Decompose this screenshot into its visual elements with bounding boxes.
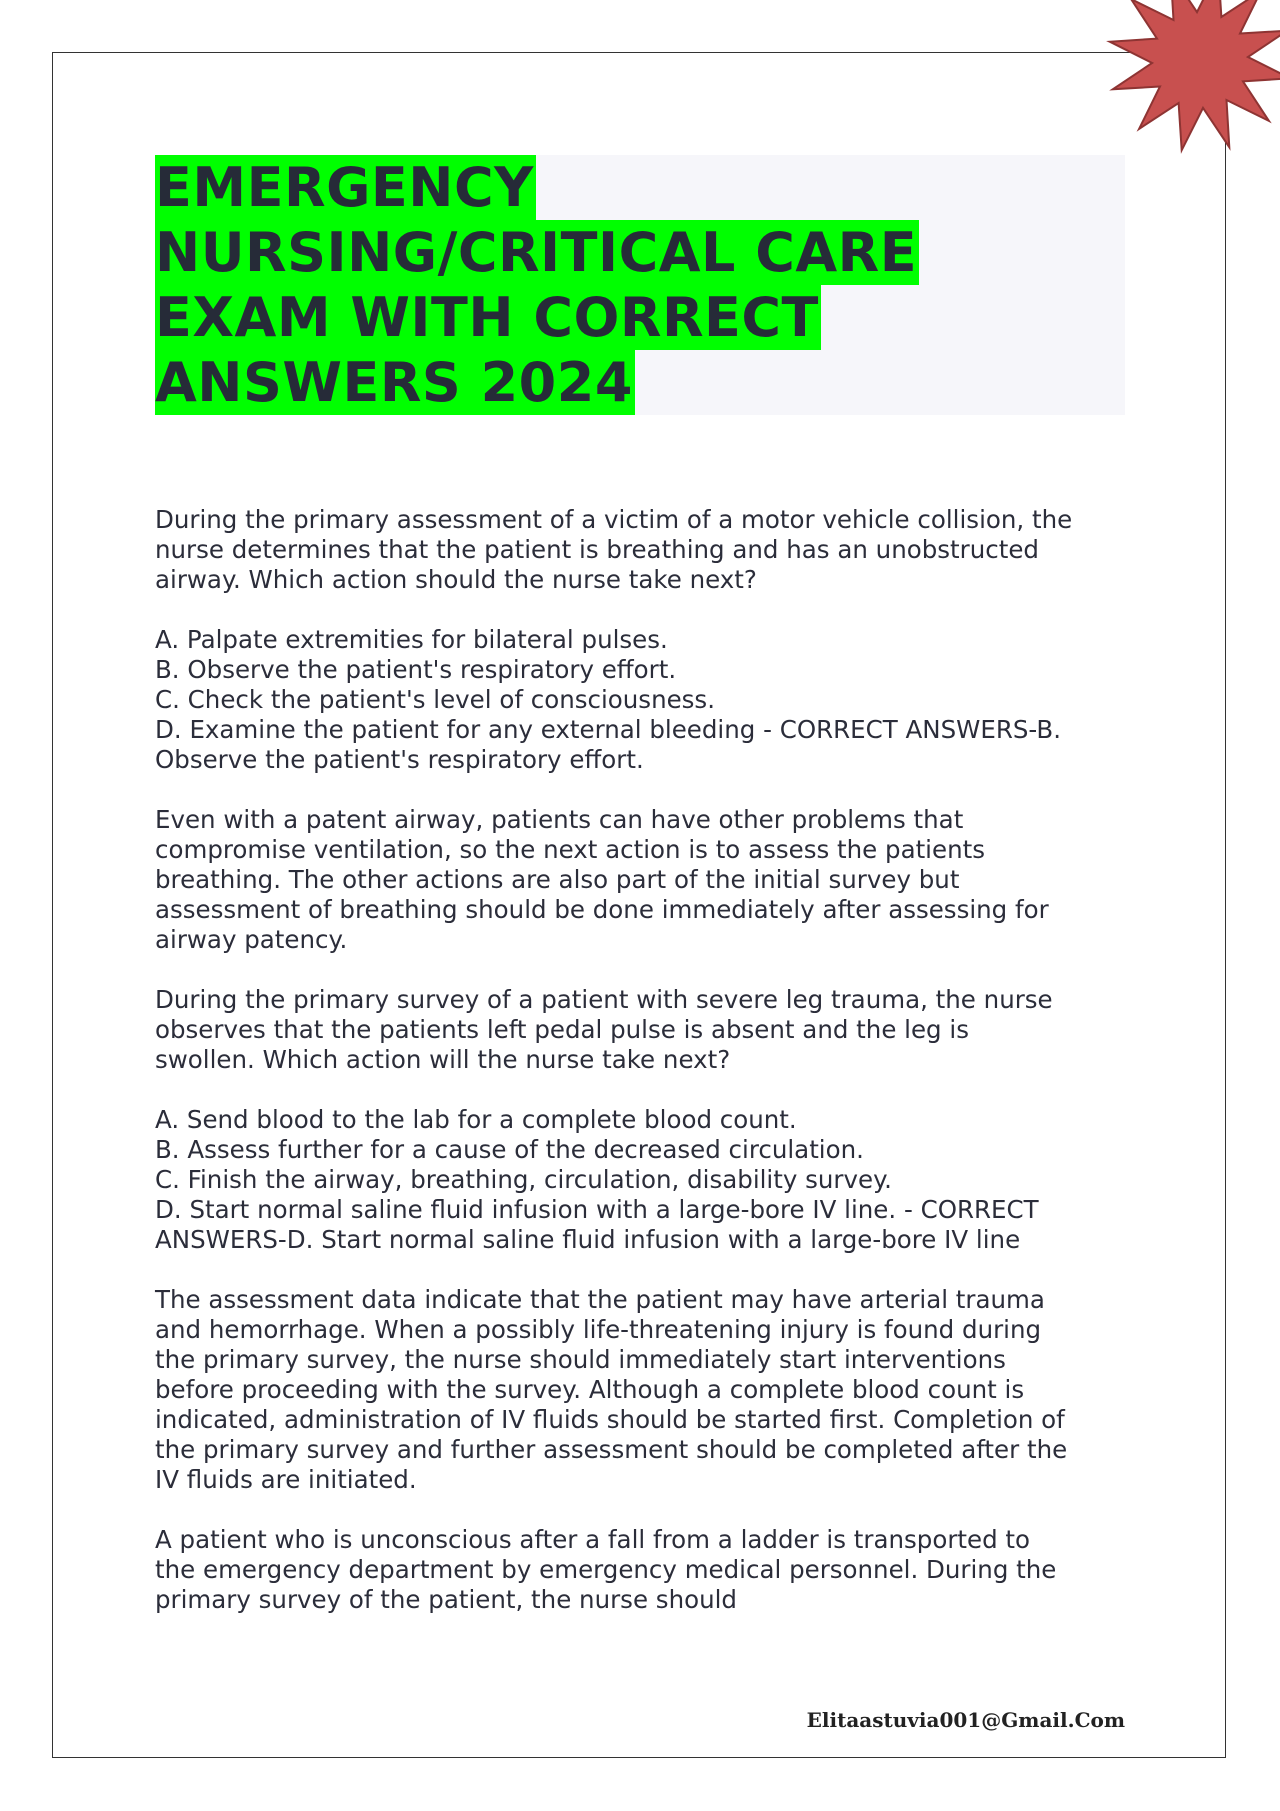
question-1-options: A. Palpate extremities for bilateral pulses. B. Observe the patient's respiratory effort. C. Check the patient's level of consciousness. D. Examine the patient for any external bleeding - CORRECT ANSWERS-B. Observe the patient's respiratory effort. bbox=[155, 625, 1061, 774]
document-title bbox=[155, 155, 1125, 415]
title-line-1: EMERGENCY bbox=[155, 156, 534, 219]
starburst-decoration bbox=[1100, 0, 1280, 160]
question-2-rationale: The assessment data indicate that the patient may have arterial trauma and hemorrhage. When a possibly life-threatening injury is found during the primary survey, the nurse should immediately start interventions before proceeding with the survey. Although a complete blood count is indicated, administration of IV fluids should be started first. Completion of the primary survey and further assessment should be completed after the IV fluids are initiated. bbox=[155, 1285, 1068, 1494]
title-line-4: ANSWERS 2024 bbox=[155, 351, 633, 414]
footer-email: Elitaastuvia001@Gmail.Com bbox=[806, 1708, 1125, 1732]
title-block bbox=[155, 155, 1125, 415]
question-2-options: A. Send blood to the lab for a complete blood count. B. Assess further for a cause of the decreased circulation. C. Finish the airway, breathing, circulation, disability survey. D. Start normal saline fluid infusion with a large-bore IV line. - CORRECT ANSWERS-D. Start normal saline fluid infusion with a large-bore IV line bbox=[155, 1105, 1039, 1254]
question-3-stem: A patient who is unconscious after a fall from a ladder is transported to the emergency department by emergency medical personnel. During the primary survey of the patient, the nurse should bbox=[155, 1525, 1057, 1614]
question-2-stem: During the primary survey of a patient with severe leg trauma, the nurse observes that the patients left pedal pulse is absent and the leg is swollen. Which action will the nurse take next? bbox=[155, 985, 1053, 1074]
title-line-3: EXAM WITH CORRECT bbox=[155, 286, 819, 349]
document-body bbox=[155, 505, 1145, 1645]
question-1-stem: During the primary assessment of a victim of a motor vehicle collision, the nurse determines that the patient is breathing and has an unobstructed airway. Which action should the nurse take next? bbox=[155, 505, 1073, 594]
question-1-rationale: Even with a patent airway, patients can have other problems that compromise ventilation, so the next action is to assess the patients breathing. The other actions are also part of the initial survey but assessment of breathing should be done immediately after assessing for airway patency. bbox=[155, 805, 1049, 954]
title-line-2: NURSING/CRITICAL CARE bbox=[155, 221, 918, 284]
